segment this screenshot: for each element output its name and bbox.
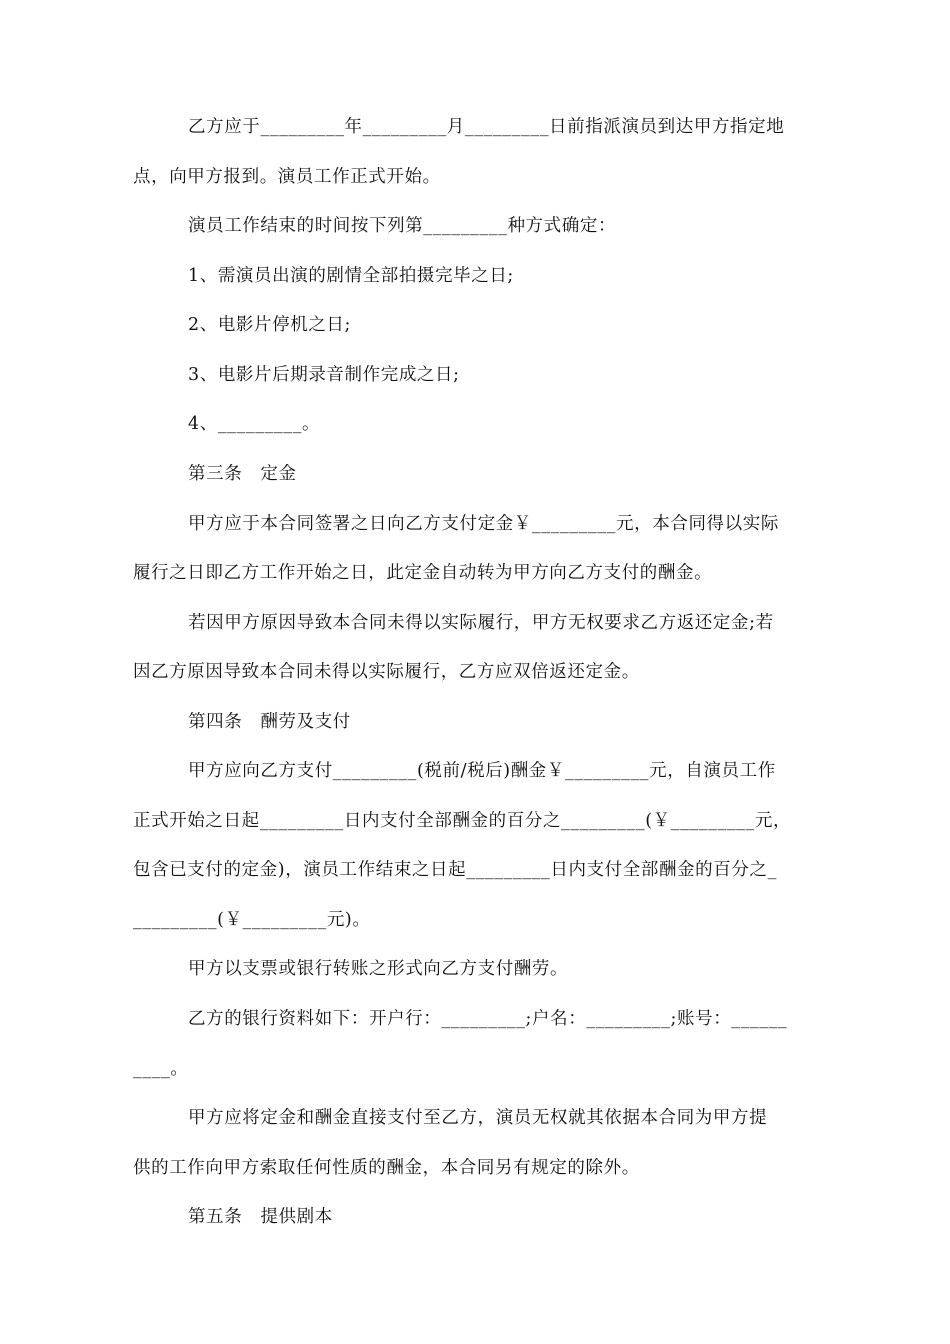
- list-item: 3、电影片后期录音制作完成之日;: [188, 365, 460, 385]
- list-item: 2、电影片停机之日;: [188, 315, 352, 335]
- paragraph-line: 乙方的银行资料如下：开户行：_________;户名：_________;账号：______: [188, 1009, 788, 1029]
- paragraph-line: 甲方应将定金和酬金直接支付至乙方，演员无权就其依据本合同为甲方提: [188, 1108, 768, 1128]
- list-item: 1、需演员出演的剧情全部拍摄完毕之日;: [188, 266, 514, 286]
- paragraph-line: 甲方应于本合同签署之日向乙方支付定金￥_________元，本合同得以实际: [188, 514, 779, 534]
- section-heading: 第四条 酬劳及支付: [188, 712, 351, 732]
- paragraph-line: 演员工作结束的时间按下列第_________种方式确定：: [188, 216, 617, 236]
- paragraph-line: _________(￥_________元)。: [133, 910, 371, 930]
- paragraph-line: 若因甲方原因导致本合同未得以实际履行，甲方无权要求乙方返还定金;若: [188, 613, 774, 633]
- paragraph-line: 乙方应于_________年_________月_________日前指派演员到达甲方指定地: [188, 117, 785, 137]
- paragraph-line: 甲方以支票或银行转账之形式向乙方支付酬劳。: [188, 959, 569, 979]
- paragraph-line: 包含已支付的定金)，演员工作结束之日起_________日内支付全部酬金的百分之_: [133, 860, 777, 880]
- paragraph-line: 点，向甲方报到。演员工作正式开始。: [133, 167, 441, 187]
- paragraph-line: 甲方应向乙方支付_________(税前/税后)酬金￥_________元，自演员工作: [188, 761, 776, 781]
- section-heading: 第五条 提供剧本: [188, 1207, 333, 1227]
- paragraph-line: 供的工作向甲方索取任何性质的酬金，本合同另有规定的除外。: [133, 1158, 640, 1178]
- paragraph-line: 正式开始之日起_________日内支付全部酬金的百分之_________(￥_________元，: [133, 811, 792, 831]
- section-heading: 第三条 定金: [188, 464, 297, 484]
- paragraph-line: 因乙方原因导致本合同未得以实际履行，乙方应双倍返还定金。: [133, 662, 640, 682]
- paragraph-line: 履行之日即乙方工作开始之日，此定金自动转为甲方向乙方支付的酬金。: [133, 563, 713, 583]
- paragraph-line: ____。: [133, 1059, 189, 1079]
- list-item: 4、_________。: [188, 414, 321, 434]
